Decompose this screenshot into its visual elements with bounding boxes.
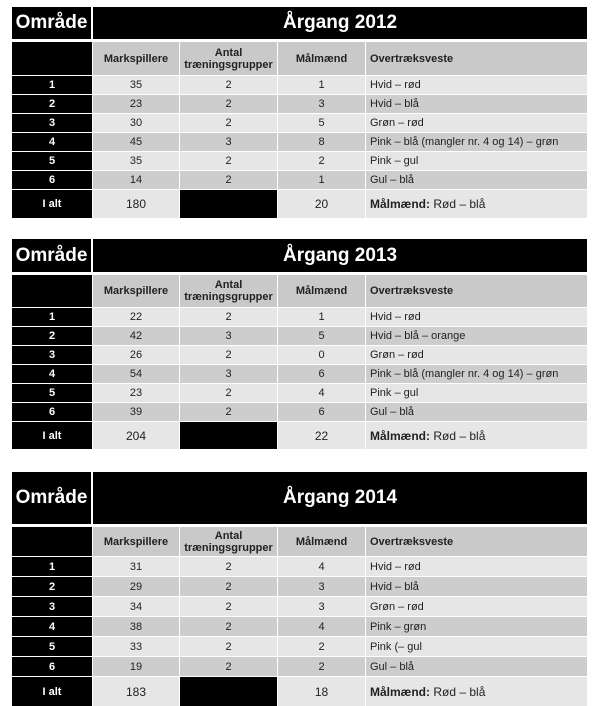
goalkeepers-header: Målmænd <box>278 275 366 307</box>
area-number: 4 <box>12 365 93 383</box>
training-groups: 2 <box>180 657 278 676</box>
table-row <box>12 364 587 383</box>
field-players: 23 <box>93 95 180 113</box>
keeper-vests <box>366 190 587 218</box>
table-row <box>12 402 587 421</box>
field-players: 38 <box>93 617 180 636</box>
area-number: 4 <box>12 133 93 151</box>
goalkeepers: 1 <box>278 76 366 94</box>
field-players-header: Markspillere <box>93 42 180 75</box>
total-goalkeepers: 18 <box>278 677 366 706</box>
training-groups: 2 <box>180 637 278 656</box>
training-groups: 2 <box>180 76 278 94</box>
vests: Grøn – rød <box>366 597 587 616</box>
vests: Hvid – rød <box>366 557 587 576</box>
field-players-header: Markspillere <box>93 275 180 307</box>
training-groups: 2 <box>180 346 278 364</box>
field-players: 29 <box>93 577 180 596</box>
keeper-vests-label: Målmænd: <box>370 197 430 211</box>
field-players: 33 <box>93 637 180 656</box>
goalkeepers: 2 <box>278 152 366 170</box>
vests: Hvid – blå <box>366 577 587 596</box>
area-column-header <box>12 527 93 556</box>
vests: Pink – gul <box>366 384 587 402</box>
goalkeepers: 8 <box>278 133 366 151</box>
goalkeepers: 4 <box>278 617 366 636</box>
total-label: I alt <box>12 677 93 706</box>
vests: Grøn – rød <box>366 114 587 132</box>
total-label: I alt <box>12 422 93 449</box>
vests-header: Overtræksveste <box>366 275 587 307</box>
goalkeepers: 2 <box>278 657 366 676</box>
table-row <box>12 132 587 151</box>
vests: Grøn – rød <box>366 346 587 364</box>
vests-header: Overtræksveste <box>366 42 587 75</box>
area-number: 2 <box>12 577 93 596</box>
training-groups: 2 <box>180 577 278 596</box>
keeper-vests-value: Rød – blå <box>433 428 486 443</box>
goalkeepers: 6 <box>278 403 366 421</box>
table-title: Årgang 2012 <box>282 12 398 33</box>
training-groups: 2 <box>180 308 278 326</box>
training-groups: 2 <box>180 95 278 113</box>
total-groups-blank <box>180 422 278 449</box>
field-players: 42 <box>93 327 180 345</box>
table-row <box>12 596 587 616</box>
area-header: Område <box>12 7 93 39</box>
goalkeepers: 4 <box>278 557 366 576</box>
goalkeepers: 2 <box>278 637 366 656</box>
area-number: 6 <box>12 171 93 189</box>
table-row <box>12 636 587 656</box>
vests: Hvid – blå – orange <box>366 327 587 345</box>
training-groups: 3 <box>180 327 278 345</box>
keeper-vests-label: Målmænd: <box>370 684 430 699</box>
area-number: 2 <box>12 95 93 113</box>
field-players: 14 <box>93 171 180 189</box>
area-number: 6 <box>12 657 93 676</box>
table-row <box>12 656 587 676</box>
goalkeepers: 3 <box>278 597 366 616</box>
table-row <box>12 94 587 113</box>
training-groups: 2 <box>180 384 278 402</box>
field-players: 19 <box>93 657 180 676</box>
table-row <box>12 151 587 170</box>
table-row <box>12 576 587 596</box>
training-groups-header: Antal træningsgrupper <box>180 527 278 556</box>
keeper-vests-value: Rød – blå <box>433 197 486 211</box>
training-groups: 2 <box>180 403 278 421</box>
goalkeepers-header: Målmænd <box>278 42 366 75</box>
goalkeepers: 3 <box>278 577 366 596</box>
total-groups-blank <box>180 190 278 218</box>
field-players: 35 <box>93 76 180 94</box>
vests: Hvid – blå <box>366 95 587 113</box>
training-groups: 2 <box>180 152 278 170</box>
field-players: 30 <box>93 114 180 132</box>
area-number: 1 <box>12 308 93 326</box>
table-row <box>12 326 587 345</box>
field-players: 22 <box>93 308 180 326</box>
field-players: 31 <box>93 557 180 576</box>
vests: Hvid – rød <box>366 76 587 94</box>
field-players: 39 <box>93 403 180 421</box>
total-row <box>12 189 587 218</box>
table-row <box>12 556 587 576</box>
keeper-vests <box>366 422 587 449</box>
training-groups: 3 <box>180 365 278 383</box>
area-number: 4 <box>12 617 93 636</box>
area-number: 5 <box>12 152 93 170</box>
vests: Pink – blå (mangler nr. 4 og 14) – grøn <box>366 365 587 383</box>
training-groups: 3 <box>180 133 278 151</box>
training-groups-header: Antal træningsgrupper <box>180 42 278 75</box>
area-number: 1 <box>12 76 93 94</box>
table-row <box>12 307 587 326</box>
area-header: Område <box>12 239 93 272</box>
area-number: 3 <box>12 346 93 364</box>
vests: Pink – gul <box>366 152 587 170</box>
field-players: 45 <box>93 133 180 151</box>
vests-header: Overtræksveste <box>366 527 587 556</box>
area-column-header <box>12 42 93 75</box>
area-number: 5 <box>12 384 93 402</box>
table-row <box>12 170 587 189</box>
vests: Hvid – rød <box>366 308 587 326</box>
goalkeepers: 5 <box>278 327 366 345</box>
vests: Gul – blå <box>366 403 587 421</box>
field-players: 23 <box>93 384 180 402</box>
training-groups: 2 <box>180 617 278 636</box>
field-players: 54 <box>93 365 180 383</box>
training-groups: 2 <box>180 597 278 616</box>
total-row <box>12 421 587 449</box>
total-field-players: 183 <box>93 677 180 706</box>
vests: Pink – blå (mangler nr. 4 og 14) – grøn <box>366 133 587 151</box>
total-field-players: 180 <box>93 190 180 218</box>
vintage-table-1 <box>12 239 587 449</box>
table-title: Årgang 2014 <box>282 487 398 508</box>
goalkeepers: 5 <box>278 114 366 132</box>
field-players: 26 <box>93 346 180 364</box>
field-players: 35 <box>93 152 180 170</box>
area-column-header <box>12 275 93 307</box>
goalkeepers: 4 <box>278 384 366 402</box>
goalkeepers: 6 <box>278 365 366 383</box>
goalkeepers: 3 <box>278 95 366 113</box>
field-players-header: Markspillere <box>93 527 180 556</box>
area-number: 1 <box>12 557 93 576</box>
goalkeepers: 0 <box>278 346 366 364</box>
total-goalkeepers: 22 <box>278 422 366 449</box>
vests: Gul – blå <box>366 171 587 189</box>
keeper-vests-value: Rød – blå <box>433 684 486 699</box>
area-number: 3 <box>12 597 93 616</box>
area-number: 6 <box>12 403 93 421</box>
training-groups: 2 <box>180 557 278 576</box>
training-groups: 2 <box>180 171 278 189</box>
area-number: 3 <box>12 114 93 132</box>
training-groups-header: Antal træningsgrupper <box>180 275 278 307</box>
table-title: Årgang 2013 <box>282 244 398 266</box>
vests: Pink (– gul <box>366 637 587 656</box>
area-header: Område <box>12 472 93 524</box>
vests: Gul – blå <box>366 657 587 676</box>
table-row <box>12 75 587 94</box>
vests: Pink – grøn <box>366 617 587 636</box>
table-row <box>12 345 587 364</box>
table-row <box>12 113 587 132</box>
total-label: I alt <box>12 190 93 218</box>
total-goalkeepers: 20 <box>278 190 366 218</box>
training-groups: 2 <box>180 114 278 132</box>
goalkeepers: 1 <box>278 171 366 189</box>
goalkeepers: 1 <box>278 308 366 326</box>
goalkeepers-header: Målmænd <box>278 527 366 556</box>
area-number: 2 <box>12 327 93 345</box>
vintage-table-0 <box>12 7 587 218</box>
keeper-vests-label: Målmænd: <box>370 428 430 443</box>
vintage-table-2 <box>12 472 587 706</box>
field-players: 34 <box>93 597 180 616</box>
table-row <box>12 383 587 402</box>
table-row <box>12 616 587 636</box>
total-field-players: 204 <box>93 422 180 449</box>
area-number: 5 <box>12 637 93 656</box>
